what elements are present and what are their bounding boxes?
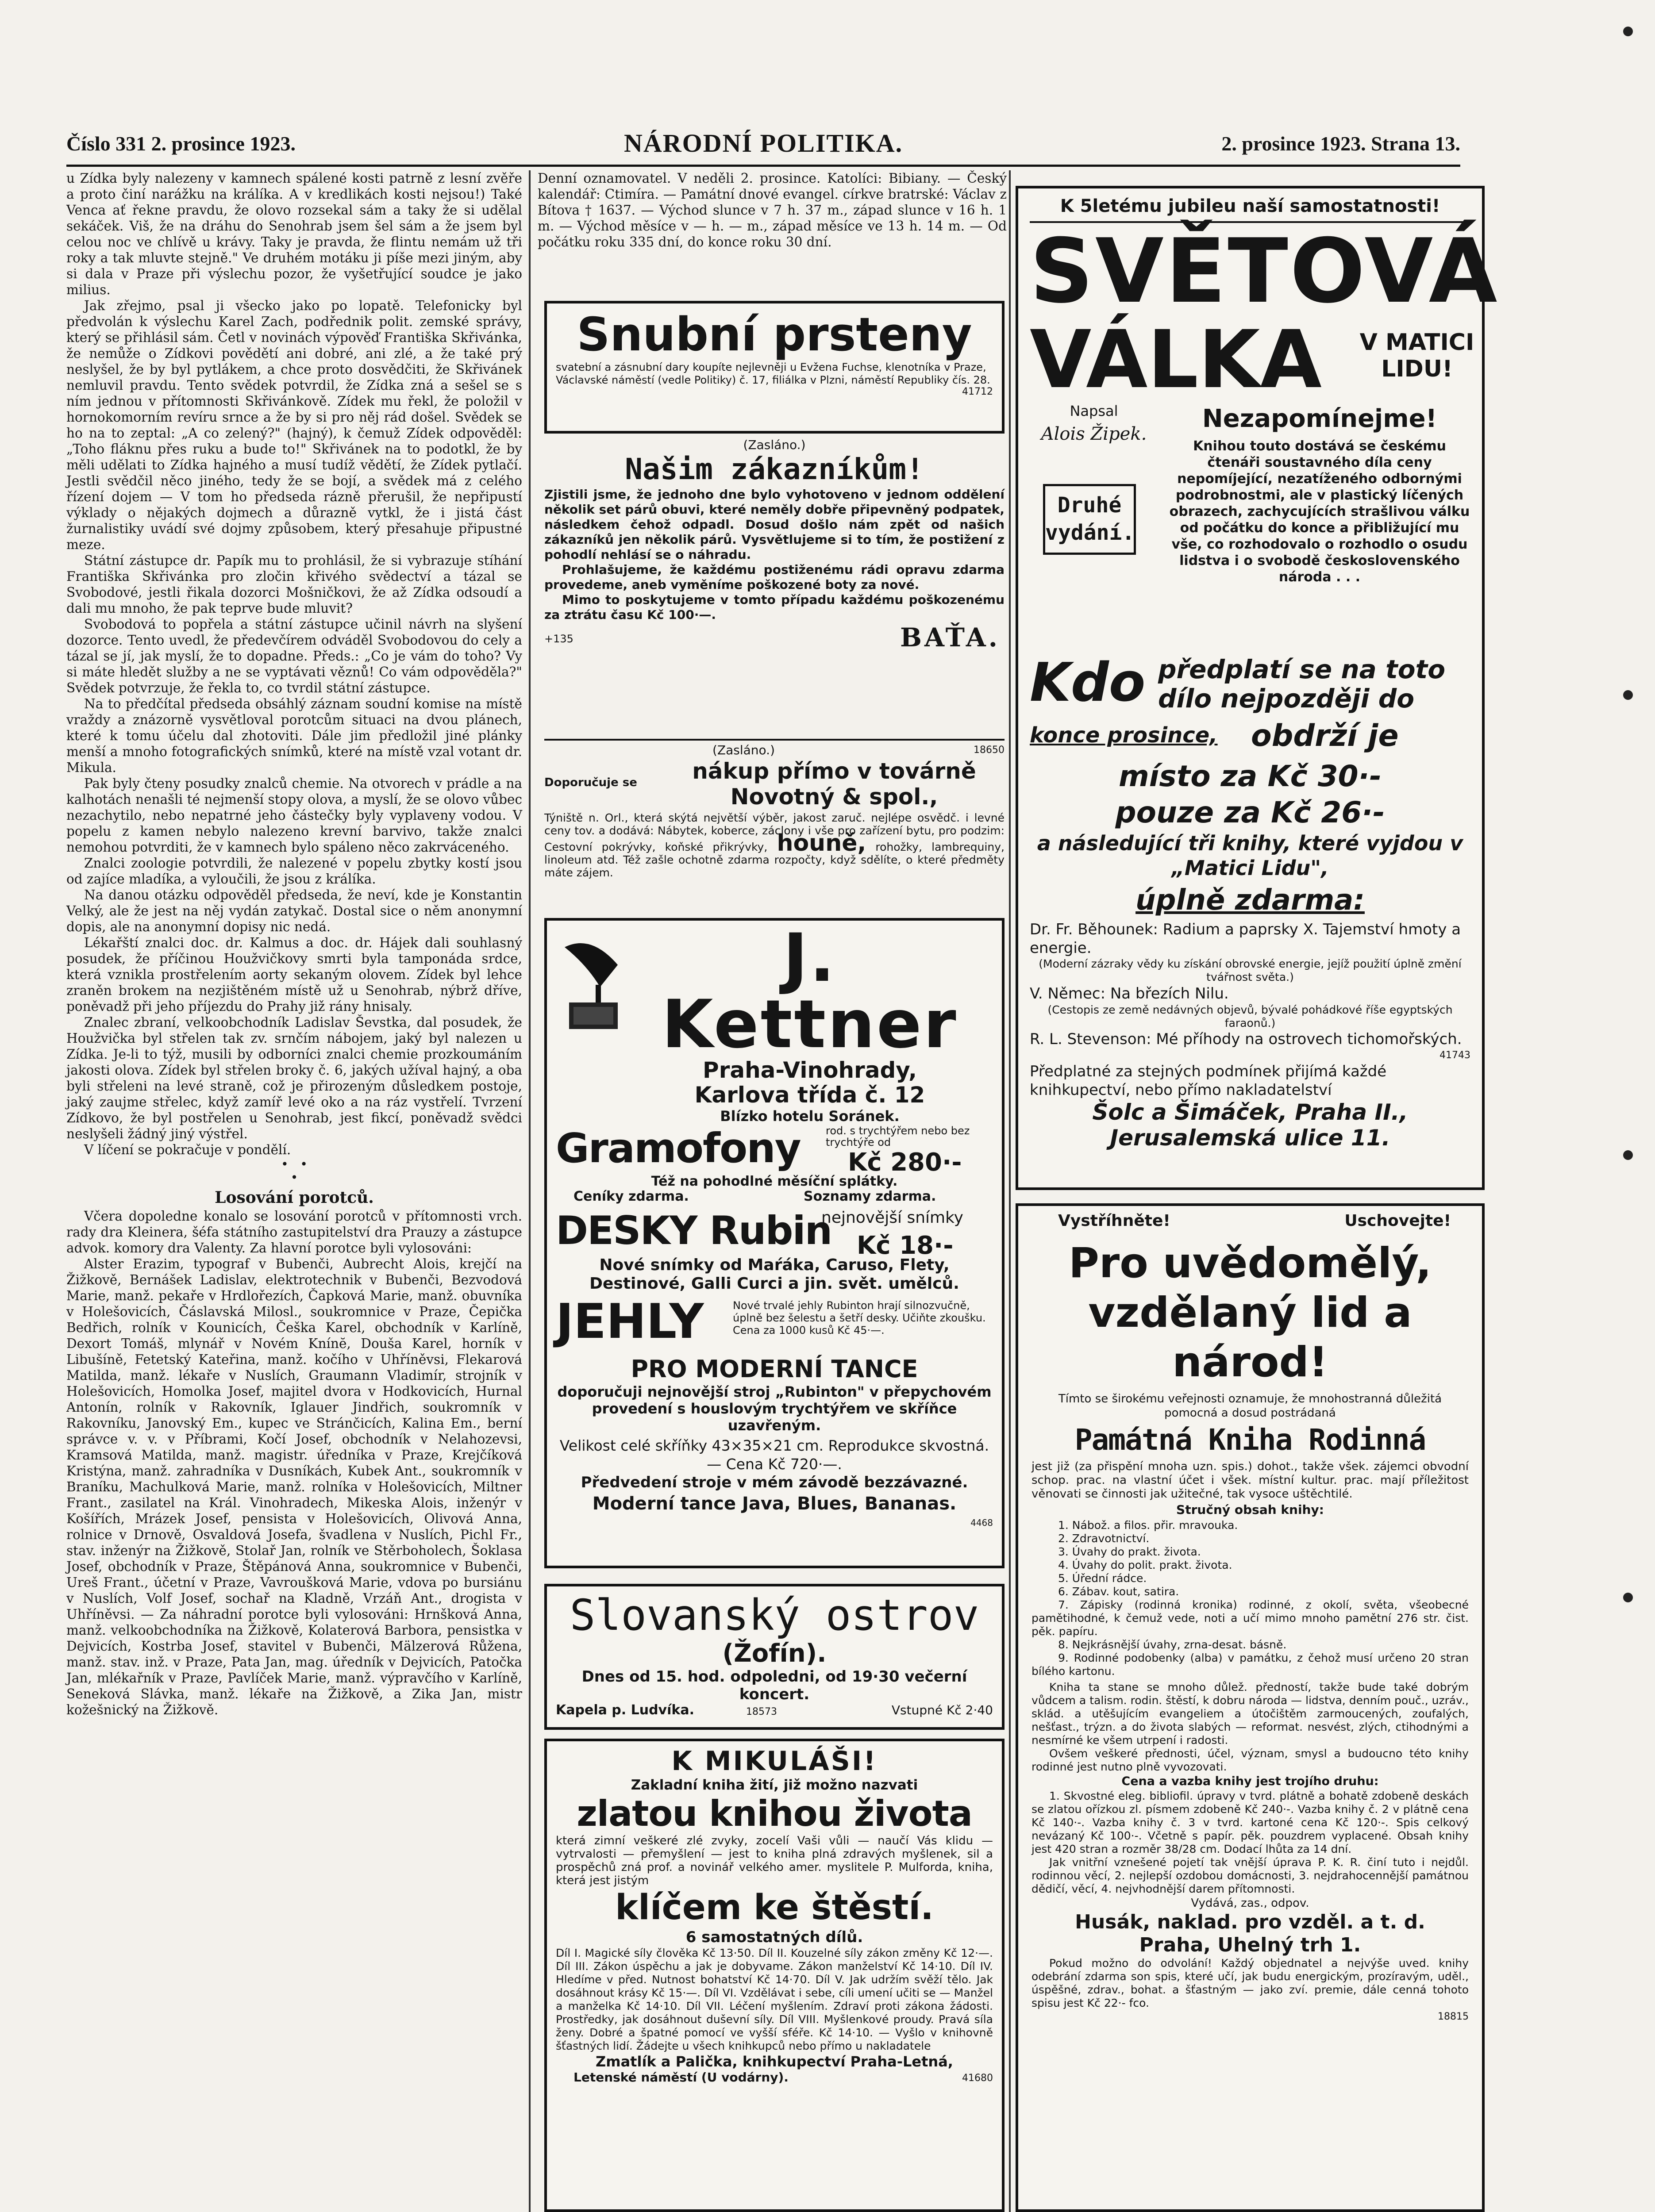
ad-code: 4468 — [970, 1517, 993, 1528]
newspaper-title: NÁRODNÍ POLITIKA. — [624, 129, 903, 157]
ad-slovansky-ostrov — [544, 1584, 1005, 1730]
contents-item: 5. Úřední rádce. — [1058, 1572, 1147, 1585]
contents-heading: Stručný obsah knihy: — [1176, 1502, 1324, 1517]
kapela-label: Kapela p. Ludvíka. — [556, 1702, 694, 1718]
ad-code: 41680 — [962, 2073, 993, 2084]
page-header — [66, 128, 1460, 159]
jehly-text: Nové trvalé jehly Rubinton hrají silnozvučně, úplně bez šelestu a šetří desky. Učiňte zkoušku. Cena za 1000 kusů Kč 45·—. — [733, 1299, 986, 1336]
free-label: úplně zdarma: — [1135, 884, 1365, 917]
ad-code: 41712 — [962, 386, 993, 397]
zaslano-label: (Zasláno.) — [712, 743, 775, 757]
article-heading: Losování porotců. — [215, 1188, 374, 1207]
ad-text: Zjistili jsme, že jednoho dne bylo vyhotoveno v jednom oddělení několik set párů obuvi, které neměly dobře připevněný podpatek, následkem čehož odpadl. Dosud došlo nám zpět od našich zákazníků jen několik párů. Vysvětlujeme si to tím, že postižení z pohodlí nehlásí se o náhradu. — [544, 487, 1005, 562]
ad-text-part: Týniště n. Orl., která skýtá největší výběr, jakost zaruč. nejlépe osvědč. i levné ceny tov. a dodává: Nábytek, koberce, záclony i vše pro zařízení bytu, pro podzim: Cestovní pokrývky, koňské přikrývky, — [544, 811, 1005, 853]
ad-text: Tímto se širokému veřejnosti oznamuje, že mnohostranná důležitá pomocná a dosud postrádaná — [1058, 1392, 1442, 1420]
ad-code: +135 — [544, 633, 573, 645]
desky-price: Kč 18·- — [857, 1231, 954, 1260]
binding-hole — [1623, 1150, 1633, 1160]
svetova-heading: SVĚTOVÁ — [1030, 220, 1499, 323]
date-page-number: 2. prosince 1923. Strana 13. — [1221, 132, 1460, 155]
author-name: Alois Žipek. — [1041, 424, 1147, 444]
ad-highlight: houně, — [777, 830, 866, 856]
section-separator: • • • — [281, 1157, 308, 1185]
dimensions-text: Velikost celé skříňky 43×35×21 cm. Reprodukce skvostná. — Cena Kč 720·—. — [559, 1437, 989, 1473]
desky-heading: DESKY Rubin — [556, 1208, 832, 1253]
konce-text: konce prosince, — [1030, 723, 1218, 748]
new-price: pouze za Kč 26·- — [1115, 795, 1385, 830]
paragraph: Včera dopoledne konalo se losování porotců v přítomnosti vrch. rady dra Kleinera, šéfa státního zastupitelství dra Prauzy a zástupce advok. komory dra Valenty. Za hlavní porotce byli vylosováni: — [66, 1209, 522, 1256]
gramofony-note: rod. s trychtýřem nebo bez trychtýře od — [826, 1125, 970, 1148]
old-price: místo za Kč 30·- — [1118, 759, 1382, 793]
paragraph: Pak byly čteny posudky znalců chemie. Na otvorech v prádle a na kalhotách nenašli té nejmenší stopy olova, a myslí, že se olovo vůbec nezachytilo, nebo nepatrné jeho částečky byly vyplaveny vodou. V popelu z kamen nebylo nalezeno krevní barvivo, takže znalci nemohou potvrditi, že v kamnech bylo spáleno něco zakrváceného. — [66, 776, 522, 855]
ad-text: Prohlašujeme, že každému postiženému rádi opravu zdarma provedeme, aneb vyměníme poškozené boty za nové. — [544, 562, 1005, 592]
ad-text: Kniha ta stane se mnoho důlež. předností, takže bude také dobrým vůdcem a talism. rodin. štěstí, k dobru národa — lidstva, denním pouč., uzráv., sklád. a utěšujícím evangeliem a útočištěm zarmoucených, zoufalých, nešťast., trýzn. a do života slabých — reformat. nesvést, zlých, ctihodnými a nesmírné ke všem utrpení i radosti. — [1031, 1681, 1469, 1747]
ad-title: nákup přímo v továrně Novotný & spol., — [692, 758, 976, 810]
ad-text: Dnes od 15. hod. odpoledni, od 19·30 večerní koncert. — [581, 1668, 967, 1703]
contents-item: 9. Rodinné podobenky (alba) v památku, z čehož musí určeno 20 stran bílého kartonu. — [1031, 1651, 1469, 1678]
kettner-name: J. Kettner — [662, 920, 958, 1063]
ad-title: Našim zákazníkům! — [625, 452, 924, 486]
parts-count: 6 samostatných dílů. — [685, 1928, 863, 1946]
installments-note: Též na pohodlné měsíční splátky. — [651, 1174, 898, 1189]
contents-list — [1031, 1519, 1469, 1678]
desky-note: nejnovější snímky — [821, 1209, 963, 1227]
book-item: R. L. Stevenson: Mé příhody na ostrovech tichomořských. — [1030, 1030, 1462, 1048]
cut-out-label: Vystříhněte! — [1058, 1212, 1170, 1230]
ad-text: Jak vnitřní vznešené pojetí tak vnější úprava P. K. R. činí tuto i nejdůl. rodinnou věcí, 2. nejlepší ozdobou domácnosti, 3. nejdrahocennější památnou dědičí, věcí, 4. nejvhodnější darem přítomnosti. — [1031, 1856, 1469, 1895]
ad-subtitle: Zakladní kniha žití, již možno nazvati — [631, 1777, 918, 1793]
keep-label: Uschovejte! — [1344, 1212, 1451, 1230]
binding-holes — [1620, 0, 1637, 2212]
ad-text-part: rohožky, lambrequiny, linoleum atd. Též zašle ochotně zdarma rozpočty, když sdělíte, o které předměty máte zájem. — [544, 841, 1005, 879]
desky-artists: Nové snímky od Maŕáka, Caruso, Flety, Destinové, Galli Curci a jin. svět. umělců. — [589, 1256, 959, 1293]
ad-code: 41743 — [1439, 1050, 1470, 1061]
predplati-text: předplatí se na toto dílo nejpozději do — [1158, 654, 1446, 714]
ad-text: Pokud možno do odvolání! Každý objednatel a nejvýše uved. knihy odebrání zdarma son spis, které učí, jak budu energickým, prozíravým, uděl., úspěšné, zdrav., bohat. a šťastným — jako zví. premie, dále cenná tohoto spisu jest Kč 22·- fco. — [1031, 1957, 1469, 2009]
contents-item: 7. Zápisky (rodinná kronika) rodinné, z okolí, světa, všeobecné pamětihodné, k čemuž vede, noti a učí mimo mnoho pamětní 276 str. čist. pěk. papíru. — [1031, 1598, 1469, 1638]
ad-pamatna-kniha — [1016, 1203, 1485, 2212]
binding-hole — [1623, 1593, 1633, 1602]
ad-text: Mimo to poskytujeme v tomto případu každému poškozenému za ztrátu času Kč 100·—. — [544, 592, 1005, 622]
ad-text: jest již (za přispění mnoha uzn. spis.) dohot., takže všek. zájemci obvodní schop. prac. na vlastní účet i všek. místní kultur. prac. mají příležitost věnovati se činnosti jak užitečné, tak vysoce uštěchtilé. — [1031, 1460, 1469, 1501]
paragraph: V líčení se pokračuje v pondělí. — [84, 1142, 291, 1157]
contents-item: 4. Úvahy do polit. prakt. života. — [1058, 1559, 1232, 1571]
ad-title: Slovanský ostrov — [570, 1590, 979, 1640]
following-books: a následující tři knihy, které vyjdou v „Matici Lidu", — [1037, 831, 1463, 880]
paragraph: Na to předčítal předseda obsáhlý záznam soudní komise na místě vraždy a znázorně vysvětloval porotcům situaci na dvou plánech, které k tomu účelu dal zhotoviti. Dále jim předložil jiné plánky menší a mnoho fotografických snímků, které na místě vzal votant dr. Mikula. — [66, 696, 522, 775]
gramofony-heading: Gramofony — [556, 1125, 801, 1172]
binding-hole — [1623, 690, 1633, 700]
kettner-street: Karlova třída č. 12 — [694, 1082, 925, 1108]
ad-wedding-rings — [544, 301, 1005, 434]
contents-item: 6. Zábav. kout, satira. — [1058, 1585, 1179, 1598]
contents-item: 3. Úvahy do prakt. života. — [1058, 1545, 1201, 1558]
contents-item: 1. Nábož. a filos. přir. mravouka. — [1058, 1519, 1238, 1532]
ad-novotny — [544, 743, 1005, 911]
publisher: Šolc a Šimáček, Praha II., Jerusalemská ulice 11. — [1092, 1099, 1408, 1151]
dance-heading: PRO MODERNÍ TANCE — [631, 1355, 918, 1383]
publisher-address: Praha, Uhelný trh 1. — [1139, 1934, 1361, 1956]
ad-title: Pro uvědomělý, vzdělaný lid a národ! — [1069, 1239, 1432, 1386]
issue-number-date: Číslo 331 2. prosince 1923. — [66, 132, 296, 155]
ad-code: 18815 — [1438, 2011, 1469, 2022]
price-list: 1. Skvostné eleg. bibliofil. úpravy v tvrd. plátně a bohatě zdobeně deskách se zlatou ořízkou zl. písmem zdobeně Kč 240·-. Vazba knihy č. 2 v plátně cena Kč 140·-. Vazba knihy č. 3 v tvrd. kartoné cena Kč 120·-. Spis celkový nevázaný Kč 100·-. Včetně s papír. pěk. pouzdrem vyplacené. Obsah knihy jest 420 stran a rozměr 38/28 cm. Dodací lhůta za 14 dní. — [1031, 1790, 1469, 1855]
publisher-address: Letenské náměstí (U vodárny). — [573, 2070, 789, 2085]
paragraph: Státní zástupce dr. Papík mu to prohlásil, že si vybrazuje stíhání Františka Skřivánka pro zločin křivého svědectví a tázal se Svobodové, jestli řikala dozorci Mošničkovi, že až Zídka odsoudí a dali mu mnoho, že pak teprve bude mluvit? — [66, 553, 522, 616]
paragraph: Jak zřejmo, psal ji všecko jako po lopatě. Telefonicky byl předvolán k výslechu Karel Zach, podřednik polit. zemské správy, který se přihlásil sám. Četl v novinách výpověď Františka Skřivánka, že nemůže o Zídkovi povědětí ani dobré, ani zlé, a že také prý neslyšel, že by byl pytlákem, a chce proto dosvědčiti, že Skřivánek nemluvil pravdu. Tento svědek potvrdil, že Zídka zná a sešel se s ním jednou v přítomnosti Skřivánkově. Zídek mu řekl, že položil v hornokomorním revíru srnce a že by si pro něj rád došel. Svědek se ho na to zeptal: „A co zelený?" (hajný), k čemuž Zídek odpověděl: „Toho fláknu přes ruku a bude to!" Skřivánek na to podotkl, že by měli udělati to Zídka hajného a musí tudíž vědětí, že Zídek pytlačí. Jestli svědčil něco jiného, tedy že se bojí, a svědek má z celého řízení dojem — V tom ho předseda rázně přerušil, že nepřipustí výklady o nějakých dojmech a důrazně vytkl, že i jistá část žurnalistiky uvádí své dojmy způsobem, který přesahuje připustné meze. — [66, 298, 522, 552]
matice-label: V MATICI LIDU! — [1359, 329, 1474, 382]
stroj-text: doporučuji nejnovější stroj „Rubinton" v přepychovém provedení s houslovým trychtýřem ve skříňce uzavřeným. — [557, 1383, 992, 1434]
kdo-label: Kdo — [1030, 652, 1146, 714]
book-title: Památná Kniha Rodinná — [1074, 1423, 1426, 1457]
paragraph: Svobodová to popřela a státní zástupce učinil návrh na slyšení dozorce. Tento uvedl, že předevčírem odváděl Svobodovou do cely a tázal se jí, jak myslí, že to dopadne. Předs.: „Co je vám do toho? Vy si máte hledět služby a ne se vyptávati věznů! Co vám odpověděla?" Svědek potvrzuje, že řekla to, co tvrdil státní zástupce. — [66, 617, 522, 695]
kettner-near: Blízko hotelu Soránek. — [720, 1108, 900, 1125]
ad-text: svatební a zásnubní dary koupíte nejlevněji u Evžena Fuchse, klenotníka v Praze, Václavské náměstí (vedle Politiky) č. 17, filiálka v Plzni, náměstí Republiky čís. 28. — [556, 361, 990, 386]
publisher-label: Vydává, zas., odpov. — [1191, 1897, 1309, 1910]
nezapomenjme-heading: Nezapomínejme! — [1202, 404, 1437, 433]
column-divider — [529, 170, 531, 2212]
obdrzi-text: obdrží je — [1251, 718, 1399, 753]
ad-signature: BAŤA. — [900, 622, 1000, 653]
ad-bata — [544, 438, 1005, 739]
zaslano-label: (Zasláno.) — [743, 438, 806, 452]
book-item: V. Němec: Na březích Nilu. — [1030, 985, 1229, 1002]
daily-announcer: Denní oznamovatel. V neděli 2. prosince. Katolíci: Bibiany. — Český kalendář: Ctimíra. — Památní dnové evangel. církve bratrské: Václav z Bítova † 1637. — Východ slunce v 7 h. 37 m., západ slunce v 16 h. 1 m. — Východ měsíce v — h. — m., západ měsíce ve 13 h. 14 m. — Od počátku roku 335 dní, do konce roku 30 dní. — [538, 171, 1007, 250]
jubilee-heading: K 5letému jubileu naší samostatnosti! — [1030, 194, 1470, 223]
parts-list: Díl I. Magické síly člověka Kč 13·50. Díl II. Kouzelné síly zákon změny Kč 12·—. Díl III. Zákon úspěchu a jak je dobyvame. Zákon manželství Kč 14·10. Díl IV. Hledíme v před. Nutnost bohatství Kč 14·70. Díl V. Jak udržím svěží tělo. Jak dosáhnout krásy Kč 15·—. Díl VI. Vzdělávat i sebe, cíli umení učiti se — Manžel a manželka Kč 14·10. Díl VII. Léčení myšlením. Zdraví proti zákona žádosti. Prostředky, jak dosáhnout duševní síly. Díl VIII. Myšlenkové proudy. Pravá síla ženy. Dobré a špatné pomocí ve vyšší sféře. Kč 14·10. — Vyšlo v knihovně šťastných lidí. Žádejte u všech knihkupců nebo přímo u nakladatele — [556, 1947, 993, 2052]
book-note: (Cestopis ze země nedávných objevů, bývalé pohádkové říše egyptských faraonů.) — [1047, 1003, 1453, 1029]
ad-lead: Doporučuje se — [544, 776, 637, 789]
article-column-2 — [538, 170, 1007, 250]
catalogs-note: Ceníky zdarma. — [573, 1189, 689, 1204]
nezapomenjme-text: Knihou touto dostává se českému čtenáři soustavného díla ceny nepomíjející, nezatíženého odbornými podrobnostmi, ale v plastický líčených obrazech, zachycujících strašlivou válku od počátku do konce a přibližující mu vše, co rozhodovalo o rozhodlo o osudu lidstva i o svobodě československého národa . . . — [1169, 438, 1470, 585]
ad-svetova-valka — [1016, 186, 1499, 1190]
ad-title: K MIKULÁŠI! — [671, 1746, 878, 1777]
ad-title: Snubní prsteny — [577, 307, 972, 361]
zlata-kniha: zlatou knihou života — [577, 1793, 972, 1834]
paragraph: Lékařští znalci doc. dr. Kalmus a doc. dr. Hájek dali souhlasný posudek, že příčinou Houžvičkovy smrti byla tamponáda srdce, která vznikla prostřelením aorty sekaným olovem. Zídek byl lehce zraněn brokem na nezjištěném místě už u Senohrab, nýbrž dříve, poněvadž při jeho příjezdu do Prahy již rány hnisaly. — [66, 935, 522, 1014]
gramophone-icon — [560, 938, 622, 1036]
binding-hole — [1623, 27, 1633, 36]
paragraph: Alster Erazim, typograf v Bubenči, Aubrecht Alois, krejčí na Žižkově, Bernášek Ladislav, elektrotechnik v Bubenči, Bezvodová Marie, manž. pekaře v Hrdlořezích, Čapková Marie, manž. obuvníka v Holešovicích, Čáslavská Milosl., soukromnice v Praze, Čepička Bedřich, rolník v Kounicích, Češka Karel, obchodník v Karlíně, Dexort Tomáš, mlynář v Novém Knínĕ, Douša Karel, horník v Libušíně, Fetetský Kateřina, manž. kočího v Uhříněvsi, Flekarová Matilda, manž. lékaře v Nuslích, Graumann Vladimír, strojník v Holešovicích, Homolka Josef, majitel dvora v Hodkovicích, Hurnal Antonín, rolník v Rakovník, Iglauer Jindřich, soukromník v Rakovníku, Janovský Em., kupec ve Stránčicích, Kalina Em., berní správce v. v. v Příbrami, Kočí Josef, obchodník v Nelahozevsi, Kramsová Matilda, manž. magistr. úředníka v Praze, Krejčíková Kristýna, manž. zahradníka v Dusníkách, Kubek Ant., soukromník v Braníku, Machulková Marie, manž. rolníka v Holešovicích, Miltner Frant., zasilatel na Král. Vinohradech, Mikeska Alois, inženýr v Košířích, Mrázek Josef, pensista v Holešovicích, Olivová Anna, rolnice v Drnově, Osvaldová Josefa, švadlena v Nuslích, Pichl Fr., stav. inženýr na Žižkově, Stolař Jan, rolník ve Stěrboholech, Šoklasa Josef, obchodník v Praze, Štěpánová Anna, soukromnice v Bubenči, Ureš Frant., účetní v Praze, Vavroušková Marie, vdova po bursiánu v Nuslích, Volf Josef, sochař na Kladně, Vrzáň Ant., drogista v Uhříněvsi. — Za náhradní porotce byli vylosováni: Hrnšková Anna, manž. velkoobchodníka na Žižkově, Kolaterová Barbora, pensistka v Dejvicích, Kostrba Josef, stavitel v Bubenči, Mälzerová Růžena, manž. stav. inž. v Praze, Pata Jan, mag. úředník v Dejvicích, Patočka Jan, mlékařník v Praze, Pavlíček Marie, manž. výpravčího v Karlíně, Seneková Slávka, manž. lékaře na Žižkově, a Zika Jan, mistr kožešnický na Žižkově. — [66, 1256, 522, 1717]
lists-note: Soznamy zdarma. — [804, 1189, 936, 1204]
ad-mikulasi — [544, 1739, 1005, 2212]
paragraph: u Zídka byly nalezeny v kamnech spálené kosti patrně z lesní zvěře a proto činí narážku na králíka. A v kredlikách kosti nejsou!) Také Venca ať řekne pravdu, že olovo rozsekal sám a taky že si udělal sekáček. Viš, že na dráhu do Senohrab jsem šel sám a že jsem byl celou noc ve chlívě u krávy. Taky je pravda, že flintu nemám už tři roky a tak mluvte stejně." Ve druhém motáku ji píše mezi jiným, aby si dala v Praze při výslechu pozor, že vyšetřující soudce je jako milius. — [66, 171, 522, 297]
gramofony-price: Kč 280·- — [848, 1148, 962, 1177]
price-heading: Cena a vazba knihy jest trojího druhu: — [1121, 1774, 1379, 1788]
valka-heading: VÁLKA — [1030, 314, 1322, 406]
ad-code: 18573 — [746, 1706, 777, 1717]
contents-item: 2. Zdravotnictví. — [1058, 1532, 1150, 1545]
edition-label: Druhé vydání. — [1045, 493, 1135, 545]
header-rule — [66, 165, 1460, 167]
ad-separator-rule — [544, 739, 1005, 741]
publisher: Zmatlík a Palička, knihkupectví Praha-Letná, — [596, 2053, 953, 2070]
publisher-name: Husák, naklad. pro vzděl. a t. d. — [1075, 1911, 1425, 1933]
kettner-city: Praha-Vinohrady, — [703, 1057, 917, 1083]
ad-text: která zimní veškeré zlé zvyky, zocelí Vaši vůli — naučí Vás klidu — vytrvalosti — přemyšlení — jest to kniha plná zdravých myšlenek, sil a prospěchů zná prof. a novinář velkého amer. myslitele P. Mulforda, kniha, která jest jistým — [556, 1834, 993, 1887]
book-item: Dr. Fr. Běhounek: Radium a paprsky X. Tajemství hmoty a energie. — [1030, 921, 1461, 957]
subscription-text: Předplatné za stejných podmínek přijímá každé knihkupectví, nebo přímo nakladatelství — [1030, 1063, 1387, 1099]
ad-text — [544, 811, 1005, 879]
ad-subtitle: (Žofín). — [722, 1639, 827, 1668]
klic-ke-stesti: klíčem ke štěstí. — [615, 1888, 934, 1928]
author-label: Napsal — [1070, 403, 1118, 419]
dances-list: Moderní tance Java, Blues, Bananas. — [592, 1494, 957, 1514]
article-column-1 — [66, 170, 522, 1718]
admission-price: Vstupné Kč 2·40 — [891, 1703, 993, 1717]
column-divider — [1009, 170, 1011, 2212]
paragraph: Znalci zoologie potvrdili, že nalezené v popelu zbytky kostí jsou od zajíce mladíka, a vyloučili, že jsou z králíka. — [66, 856, 522, 887]
jehly-heading: JEHLY — [556, 1294, 704, 1349]
contents-item: 8. Nejkrásnější úvahy, zrna-desat. básně. — [1058, 1638, 1287, 1651]
edition-badge — [1043, 484, 1136, 555]
ad-text: Ovšem veškeré přednosti, účel, význam, smysl a budoucno této knihy rodinné jest nutno plně vyvozovati. — [1031, 1747, 1469, 1773]
ad-code: 18650 — [974, 745, 1005, 756]
book-note: (Moderní zázraky vědy ku získání obrovské energie, jejíž použití úplně změní tvářnost světa.) — [1039, 957, 1462, 983]
ad-kettner — [544, 918, 1005, 1568]
demo-text: Předvedení stroje v mém závodě bezzávazné. — [581, 1474, 968, 1491]
paragraph: Znalec zbraní, velkoobchodník Ladislav Ševstka, dal posudek, že Houžvička byl střelen tak zv. srnčím nábojem, jaký byl nalezen u Zídka. Je-li to týž, musili by odborníci znalci chemie prozkoumáním jakosti olova. Zídek byl střelen broky č. 6, jakých užíval hajný, a oba byli střeleni na levé straně, což je přirozeným důsledkem postoje, jaký zaujme střelec, když zamíř levé oko a na ráz vystřelí. Tvrzení Zídkovo, že byl postřelen u Senohrab, jest fikcí, poněvadž svědci neslyšeli žádný jiný výstřel. — [66, 1015, 522, 1141]
paragraph: Na danou otázku odpověděl předseda, že neví, kde je Konstantin Velký, ale že jest na něj vydán zatykač. Dostal sice o něm anonymní dopis, ale na anonymní dopisy nic nedá. — [66, 887, 522, 934]
